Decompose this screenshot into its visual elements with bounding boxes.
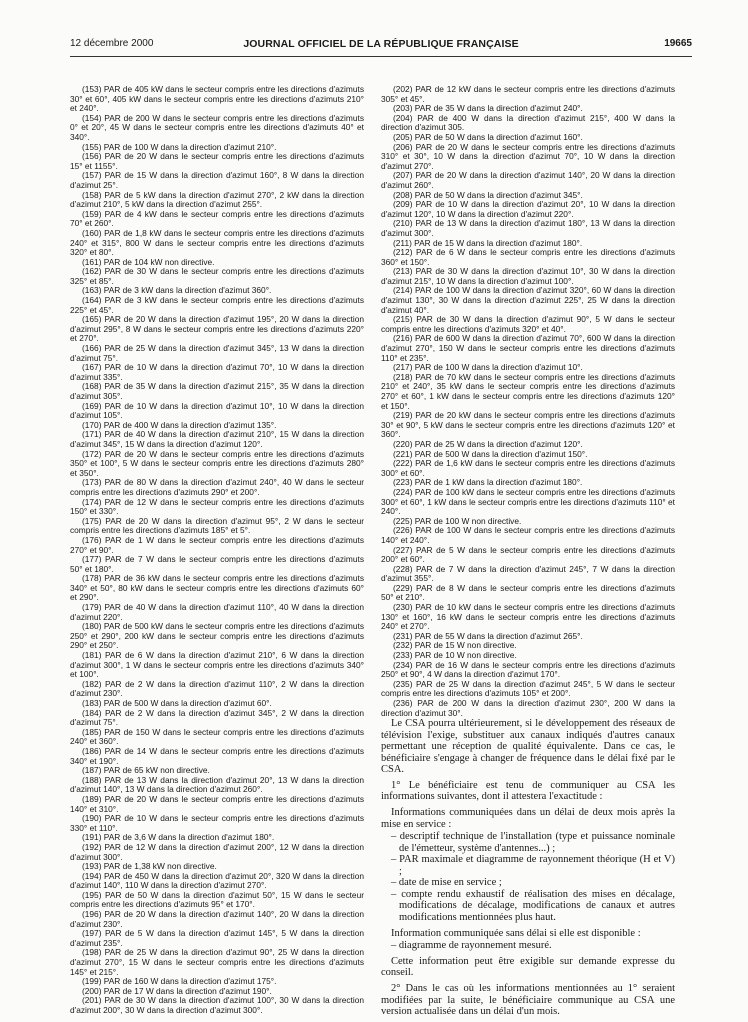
par-entry: (215) PAR de 30 W dans la direction d'azimut 90°, 5 W dans le secteur compris entre les directions d'azimuts 320° et 40°. [381,314,675,334]
par-entry: (170) PAR de 400 W dans la direction d'azimut 135°. [82,419,277,430]
par-entry: (204) PAR de 400 W dans la direction d'azimut 215°, 400 W dans la direction d'azimut 305. [381,112,675,133]
par-entry: (185) PAR de 150 W dans le secteur compris entre les directions d'azimuts 240° et 360°. [70,726,364,747]
par-entry: (198) PAR de 25 W dans la direction d'azimut 90°, 25 W dans la direction d'azimut 270°, 15 W dans le secteur compris entre les directions d'azimuts 145° et 215°. [70,947,364,977]
no-delay-intro: Information communiquée sans délai si elle est disponible : [391,927,641,939]
par-entry: (189) PAR de 20 W dans le secteur compris entre les directions d'azimuts 140° et 310°. [70,793,364,814]
par-entry: (213) PAR de 30 W dans la direction d'azimut 10°, 30 W dans la direction d'azimut 215°, 10 W dans la direction d'azimut 100°. [381,266,675,286]
par-entry: (216) PAR de 600 W dans la direction d'azimut 70°, 600 W dans la direction d'azimut 270°, 150 W dans le secteur compris entre les directions d'azimuts 110° et 235°. [381,333,675,363]
par-entry: (197) PAR de 5 W dans la direction d'azimut 145°, 5 W dans la direction d'azimut 235°. [70,928,364,948]
par-entry: (234) PAR de 16 W dans le secteur compris entre les directions d'azimuts 250° et 90°, 4 W dans la direction d'azimut 170°. [381,659,675,680]
left-column [70,85,364,1016]
par-entry: (210) PAR de 13 W dans la direction d'azimut 180°, 13 W dans la direction d'azimut 300°. [381,218,675,238]
journal-title: JOURNAL OFFICIEL DE LA RÉPUBLIQUE FRANÇAISE [243,38,519,50]
info-item: – descriptif technique de l'installation (type et puissance nominale de l'émetteur, système d'antennes...) ; [391,831,675,854]
par-entry: (161) PAR de 104 kW non directive. [82,256,215,267]
par-entry: (224) PAR de 100 kW dans le secteur compris entre les directions d'azimuts 300° et 60°, 1 kW dans le secteur compris entre les directions d'azimuts 110° et 240°. [381,486,675,517]
par-entry: (153) PAR de 405 kW dans le secteur compris entre les directions d'azimuts 30° et 60°, 405 kW dans le secteur compris entre les directions d'azimuts 210° et 240°. [70,84,364,114]
par-entry: (225) PAR de 100 W non directive. [393,515,522,526]
par-entry: (192) PAR de 12 W dans la direction d'azimut 200°, 12 W dans la direction d'azimut 300°. [70,841,364,862]
par-entry: (214) PAR de 100 W dans la direction d'azimut 320°, 60 W dans la direction d'azimut 130°, 30 W dans la direction d'azimut 225°, 25 W dans la direction d'azimut 40°. [381,285,675,315]
par-entry: (221) PAR de 500 W dans la direction d'azimut 150°. [393,448,588,459]
par-entry: (162) PAR de 30 W dans le secteur compris entre les directions d'azimuts 325° et 85°. [70,266,364,286]
par-entry: (219) PAR de 20 kW dans le secteur compris entre les directions d'azimuts 30° et 90°, 5 kW dans le secteur compris entre les directions d'azimuts 120° et 360°. [381,410,675,440]
info-item: – date de mise en service ; [391,877,502,889]
par-entry: (208) PAR de 50 W dans la direction d'azimut 345°. [393,189,583,200]
par-entry: (181) PAR de 6 W dans la direction d'azimut 210°, 6 W dans la direction d'azimut 300°, 1 W dans le secteur compris entre les directions d'azimuts 340° et 100°. [70,650,364,680]
par-entry: (159) PAR de 4 kW dans le secteur compris entre les directions d'azimuts 70° et 260°. [70,208,364,229]
par-entry: (207) PAR de 20 W dans la direction d'azimut 140°, 20 W dans la direction d'azimut 260°. [381,170,675,190]
closing-text [381,718,675,1017]
par-entry: (202) PAR de 12 kW dans le secteur compris entre les directions d'azimuts 305° et 45°. [381,84,675,104]
par-entry: (211) PAR de 15 W dans la direction d'azimut 180°. [393,237,583,248]
obligation-paragraph: 1° Le bénéficiaire est tenu de communiquer au CSA les informations suivantes, dont il attestera l'exactitude : [381,779,675,803]
par-entry: (190) PAR de 10 W dans le secteur compris entre les directions d'azimuts 330° et 110°. [70,813,364,833]
par-entry: (166) PAR de 25 W dans la direction d'azimut 345°, 13 W dans la direction d'azimut 75°. [70,343,364,363]
par-entry: (231) PAR de 55 W dans la direction d'azimut 265°. [393,630,583,641]
par-entry: (179) PAR de 40 W dans la direction d'azimut 110°, 40 W dans la direction d'azimut 220°. [70,602,364,622]
par-entry: (226) PAR de 100 W dans le secteur compris entre les directions d'azimuts 140° et 240°. [381,525,675,545]
par-entry: (173) PAR de 80 W dans la direction d'azimut 240°, 40 W dans le secteur compris entre les directions d'azimuts 290° et 200°. [70,477,364,497]
par-entry: (183) PAR de 500 W dans la direction d'azimut 60°. [82,698,272,708]
par-entry: (165) PAR de 20 W dans la direction d'azimut 195°, 20 W dans la direction d'azimut 295°, 8 W dans le secteur compris entre les directions d'azimuts 220° et 270°. [70,314,364,344]
header-date: 12 décembre 2000 [70,38,154,49]
par-entry: (172) PAR de 20 W dans le secteur compris entre les directions d'azimuts 350° et 100°, 5 W dans le secteur compris entre les directions d'azimuts 280° et 350°. [70,448,364,478]
par-entry: (168) PAR de 35 W dans la direction d'azimut 215°, 35 W dans la direction d'azimut 305°. [70,381,364,401]
par-entry: (169) PAR de 10 W dans la direction d'azimut 10°, 10 W dans la direction d'azimut 105°. [70,400,364,421]
no-delay-item: – diagramme de rayonnement mesuré. [391,940,552,952]
par-entry: (205) PAR de 50 W dans la direction d'azimut 160°. [393,131,583,142]
par-entry: (201) PAR de 30 W dans la direction d'azimut 100°, 30 W dans la direction d'azimut 200°, 30 W dans la direction d'azimut 300°. [70,995,364,1015]
par-entry: (203) PAR de 35 W dans la direction d'azimut 240°. [393,103,583,114]
par-entry: (167) PAR de 10 W dans la direction d'azimut 70°, 10 W dans la direction d'azimut 335°. [70,362,364,382]
par-entry: (184) PAR de 2 W dans la direction d'azimut 345°, 2 W dans la direction d'azimut 75°. [70,707,364,728]
par-entry: (229) PAR de 8 W dans le secteur compris entre les directions d'azimuts 50° et 210°. [381,582,675,603]
par-entry: (218) PAR de 70 kW dans le secteur compris entre les directions d'azimuts 210° et 240°, 35 kW dans le secteur compris entre les directions d'azimuts 270° et 60°, 1 kW dans le secteur compris entre les directions d'azimuts 120° et 150°. [381,371,675,411]
right-entries [381,85,675,718]
par-entry: (220) PAR de 25 W dans la direction d'azimut 120°. [393,438,583,449]
par-entry: (212) PAR de 6 W dans le secteur compris entre les directions d'azimuts 360° et 150°. [381,247,675,267]
par-entry: (232) PAR de 15 W non directive. [393,640,517,651]
par-entry: (176) PAR de 1 W dans le secteur compris entre les directions d'azimuts 270° et 90°. [70,534,364,555]
par-entry: (193) PAR de 1,38 kW non directive. [82,861,217,872]
par-entry: (156) PAR de 20 W dans le secteur compris entre les directions d'azimuts 15° et 1155°. [70,151,364,171]
par-entry: (195) PAR de 50 W dans la direction d'azimut 50°, 15 W dans le secteur compris entre les directions d'azimuts 95° et 170°. [70,889,364,910]
par-entry: (188) PAR de 13 W dans la direction d'azimut 20°, 13 W dans la direction d'azimut 140°, 13 W dans la direction d'azimut 260°. [70,774,364,795]
par-entry: (209) PAR de 10 W dans la direction d'azimut 20°, 10 W dans la direction d'azimut 120°, 10 W dans la direction d'azimut 220°. [381,199,675,219]
par-entry: (206) PAR de 20 W dans le secteur compris entre les directions d'azimuts 310° et 30°, 10 W dans la direction d'azimut 70°, 10 W dans la direction d'azimut 270°. [381,141,675,171]
par-entry: (160) PAR de 1,8 kW dans le secteur compris entre les directions d'azimuts 240° et 315°, 800 W dans le secteur compris entre les directions d'azimuts 320° et 80°. [70,227,364,258]
par-entry: (163) PAR de 3 kW dans la direction d'azimut 360°. [82,285,272,296]
par-entry: (223) PAR de 1 kW dans la direction d'azimut 180°. [393,477,583,488]
par-entry: (154) PAR de 200 W dans le secteur compris entre les directions d'azimuts 0° et 20°, 45 W dans le secteur compris entre les directions d'azimuts 40° et 340°. [70,112,364,142]
header-rule [70,56,692,57]
page-number: 19665 [664,38,692,49]
page-header [70,38,692,52]
info-item: – compte rendu exhaustif de réalisation des mises en décalage, modifications de décalage, modifications de canaux et autres modifications mentionnées plus haut. [391,888,675,923]
second-paragraph: 2° Dans le cas où les informations mentionnées au 1° seraient modifiées par la suite, le bénéficiaire communique au CSA une version actualisée dans un délai d'un mois. [381,983,675,1018]
par-entry: (199) PAR de 160 W dans la direction d'azimut 175°. [82,976,277,987]
par-entry: (230) PAR de 10 kW dans le secteur compris entre les directions d'azimuts 130° et 160°, 16 kW dans le secteur compris entre les directions d'azimuts 240° et 270°. [381,602,675,632]
two-months-intro: Informations communiquées dans un délai de deux mois après la mise en service : [381,807,675,830]
par-entry: (180) PAR de 500 kW dans le secteur compris entre les directions d'azimuts 250° et 290°, 200 kW dans le secteur compris entre les directions d'azimuts 290° et 250°. [70,621,364,651]
par-entry: (182) PAR de 2 W dans la direction d'azimut 110°, 2 W dans la direction d'azimut 230°. [70,678,364,699]
par-entry: (177) PAR de 7 W dans le secteur compris entre les directions d'azimuts 50° et 180°. [70,554,364,574]
par-entry: (236) PAR de 200 W dans la direction d'azimut 230°, 200 W dans la direction d'azimut 30°. [381,698,675,718]
par-entry: (228) PAR de 7 W dans la direction d'azimut 245°, 7 W dans la direction d'azimut 355°. [381,563,675,584]
par-entry: (233) PAR de 10 W non directive. [393,650,517,661]
par-entry: (222) PAR de 1,6 kW dans le secteur compris entre les directions d'azimuts 300° et 60°. [381,458,675,478]
csa-paragraph: Le CSA pourra ultérieurement, si le développement des réseaux de télévision l'exige, substituer aux canaux indiqués d'autres canaux permettant une réception de qualité équivalente. Dans ce cas, le bénéficiaire s'engage à changer de fréquence dans le délai fixé par le CSA. [381,718,675,776]
par-entry: (227) PAR de 5 W dans le secteur compris entre les directions d'azimuts 200° et 60°. [381,544,675,565]
request-paragraph: Cette information peut être exigible sur demande expresse du conseil. [381,955,675,979]
par-entry: (191) PAR de 3,6 W dans la direction d'azimut 180°. [82,832,275,843]
par-entry: (174) PAR de 12 W dans le secteur compris entre les directions d'azimuts 150° et 330°. [70,496,364,517]
par-entry: (187) PAR de 65 kW non directive. [82,765,210,776]
par-entry: (186) PAR de 14 W dans le secteur compris entre les directions d'azimuts 340° et 190°. [70,745,364,766]
info-item: – PAR maximale et diagramme de rayonnement théorique (H et V) ; [391,854,675,877]
par-entry: (175) PAR de 20 W dans la direction d'azimut 95°, 2 W dans le secteur compris entre les directions d'azimuts 185° et 5°. [70,515,364,536]
par-entry: (200) PAR de 17 W dans la direction d'azimut 190°. [82,985,272,996]
par-entry: (196) PAR de 20 W dans la direction d'azimut 140°, 20 W dans la direction d'azimut 230°. [70,909,364,929]
par-entry: (217) PAR de 100 W dans la direction d'azimut 10°. [393,362,583,373]
par-entry: (158) PAR de 5 kW dans la direction d'azimut 270°, 2 kW dans la direction d'azimut 210°, 5 kW dans la direction d'azimut 255°. [70,189,364,210]
par-entry: (155) PAR de 100 W dans la direction d'azimut 210°. [82,141,277,152]
par-entry: (178) PAR de 36 kW dans le secteur compris entre les directions d'azimuts 340° et 50°, 80 kW dans le secteur compris entre les directions d'azimuts 60° et 290°. [70,573,364,603]
par-entry: (235) PAR de 25 W dans la direction d'azimut 245°, 5 W dans le secteur compris entre les directions d'azimuts 105° et 200°. [381,678,675,699]
right-column [381,85,675,1022]
par-entry: (157) PAR de 15 W dans la direction d'azimut 160°, 8 W dans la direction d'azimut 25°. [70,170,364,190]
par-entry: (194) PAR de 450 W dans la direction d'azimut 20°, 320 W dans la direction d'azimut 140°, 110 W dans la direction d'azimut 270°. [70,870,364,891]
par-entry: (171) PAR de 40 W dans la direction d'azimut 210°, 15 W dans la direction d'azimut 345°, 15 W dans la direction d'azimut 120°. [70,429,364,449]
par-entry: (164) PAR de 3 kW dans le secteur compris entre les directions d'azimuts 225° et 45°. [70,295,364,315]
